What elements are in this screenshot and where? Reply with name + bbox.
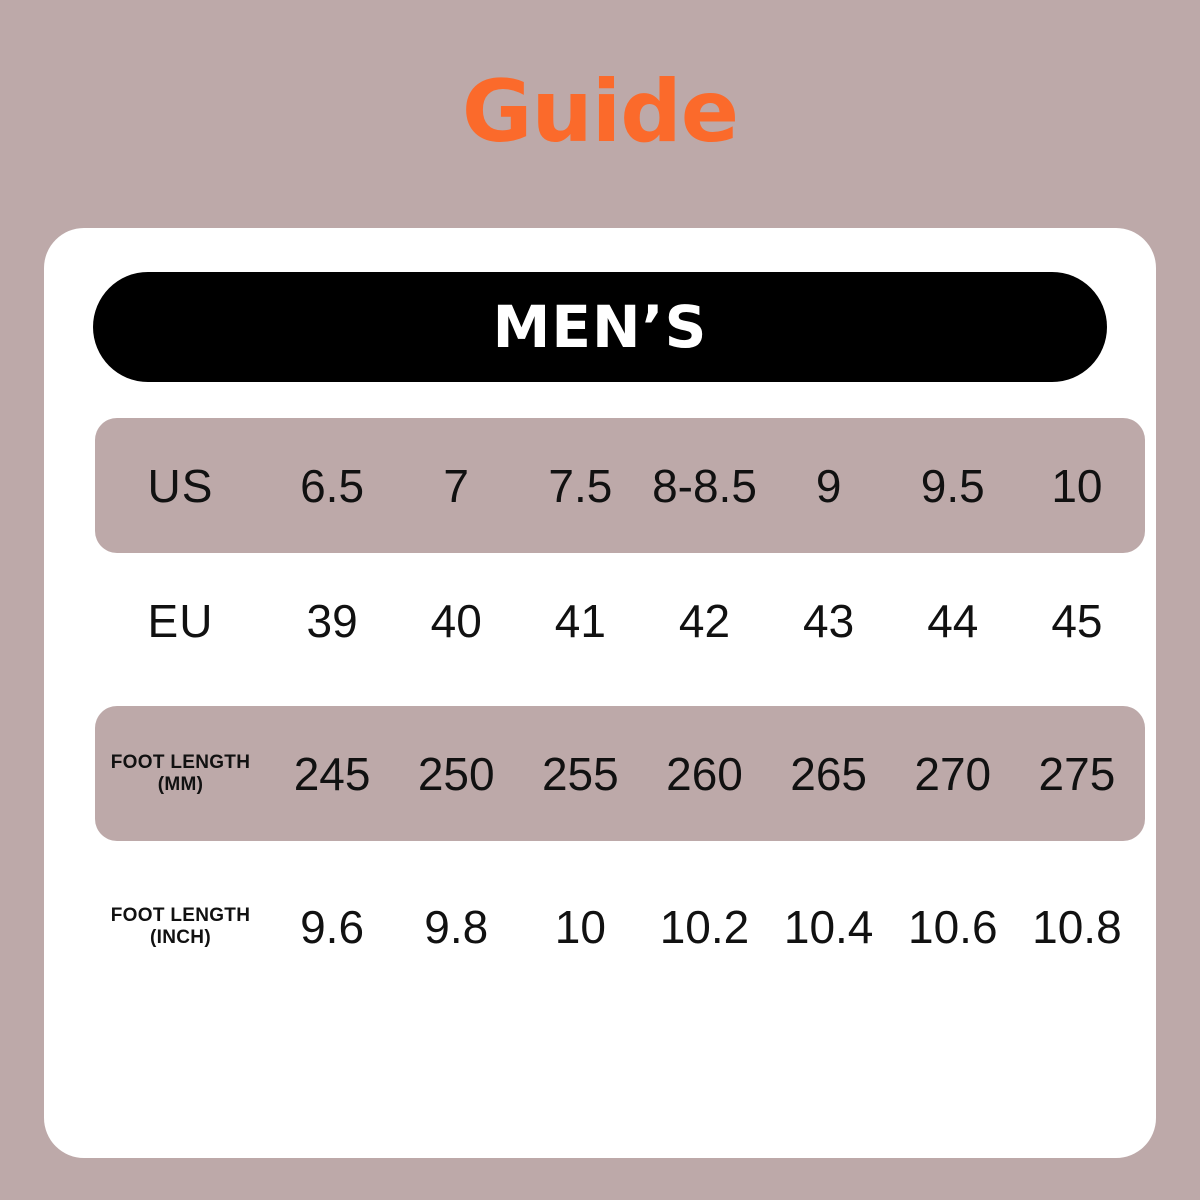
table-cell: 40 [430,594,482,647]
table-cell: 42 [678,594,731,647]
table-cell: 7.5 [548,459,613,512]
table-row [95,859,1145,994]
size-table [44,418,1156,994]
table-cell: 10.2 [659,900,750,953]
table-cell: 8-8.5 [652,459,757,512]
table-cell: 44 [927,594,979,647]
row-header-unit: (MM) [157,773,204,795]
gender-banner [93,272,1107,382]
table-cell: 43 [803,594,855,647]
size-chart-card [44,228,1156,1158]
table-cell: 9.8 [424,900,489,953]
table-cell: 10 [554,900,606,953]
table-cell: 10.4 [783,900,874,953]
table-cell: 9.5 [920,459,985,512]
table-cell: 6.5 [300,459,365,512]
table-row [95,553,1145,688]
table-cell: 10.8 [1032,900,1122,953]
row-header-us [95,459,270,513]
row-header-label: US [147,459,214,512]
table-cell: 245 [293,747,371,800]
table-cell: 10 [1051,459,1103,512]
row-header-label: EU [147,594,214,647]
row-header-foot-length-inch [95,905,270,948]
table-cell: 10.6 [908,900,998,953]
row-header-foot-length-mm [95,752,270,795]
row-values-eu [270,594,1145,648]
table-cell: 7 [443,459,469,512]
table-cell: 260 [666,747,743,800]
row-header-eu [95,594,270,648]
table-row [95,706,1145,841]
page-title: Guide [461,62,739,162]
row-header-label: FOOT LENGTH [110,905,251,927]
row-values-foot-length-mm [270,747,1145,801]
table-row [95,418,1145,553]
table-cell: 9 [815,459,842,512]
table-cell: 250 [417,747,495,800]
table-cell: 45 [1051,594,1103,647]
table-cell: 270 [914,747,992,800]
row-values-us [270,459,1145,513]
row-header-label: FOOT LENGTH [110,752,251,774]
row-header-unit: (INCH) [150,926,211,948]
table-cell: 41 [554,594,606,647]
table-cell: 255 [541,747,619,800]
row-values-foot-length-inch [270,900,1145,954]
table-cell: 265 [790,747,867,800]
table-cell: 9.6 [300,900,365,953]
gender-banner-label: MEN’S [492,293,708,361]
table-cell: 39 [306,594,358,647]
table-cell: 275 [1038,747,1116,800]
